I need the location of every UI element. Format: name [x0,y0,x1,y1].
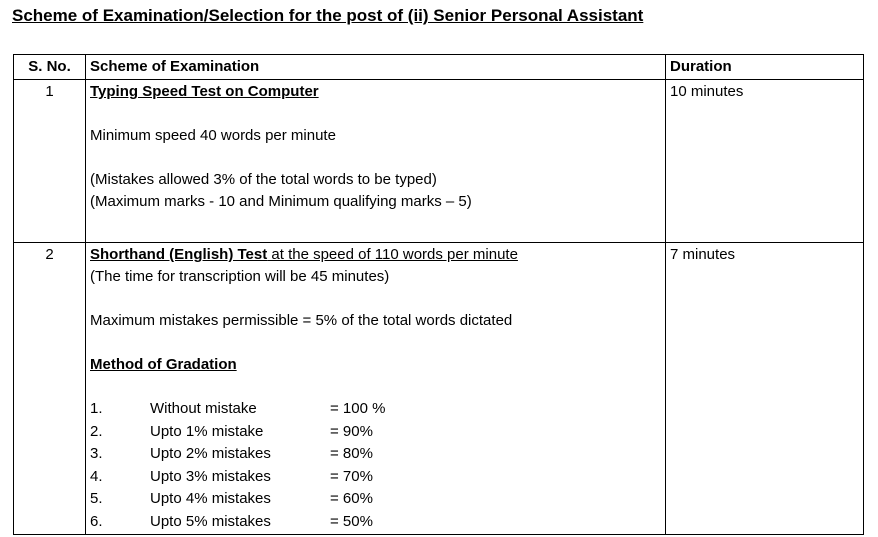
typing-min-speed: Minimum speed 40 words per minute [90,127,336,144]
table-row [14,243,864,535]
gradation-label: Upto 1% mistake [150,422,264,440]
typing-test-heading: Typing Speed Test on Computer [90,83,319,100]
row-sno: 1 [14,80,86,243]
gradation-number: 5. [90,490,103,507]
exam-scheme-table [13,54,864,535]
header-duration: Duration [666,55,864,80]
row-sno: 2 [14,243,86,535]
gradation-value: = 100 % [330,400,386,417]
gradation-label: Upto 2% mistakes [150,445,271,462]
gradation-value: = 90% [330,422,373,440]
row-duration: 10 minutes [666,80,864,243]
row-scheme [86,80,666,243]
typing-mistakes-allowed: (Mistakes allowed 3% of the total words to be typed) [90,171,437,188]
gradation-number: 4. [90,467,103,485]
row-duration: 7 minutes [666,243,864,535]
gradation-label: Upto 5% mistakes [150,512,271,530]
gradation-list [90,398,661,533]
shorthand-test-heading [90,244,661,266]
gradation-number: 1. [90,400,103,417]
transcription-time: (The time for transcription will be 45 minutes) [90,268,390,285]
gradation-label: Upto 3% mistakes [150,467,271,485]
table-row [14,80,864,243]
header-sno: S. No. [14,55,86,80]
row-scheme [86,243,666,535]
typing-marks: (Maximum marks - 10 and Minimum qualifying marks – 5) [90,193,472,210]
max-mistakes: Maximum mistakes permissible = 5% of the total words dictated [90,312,513,329]
table-header-row [14,55,864,80]
gradation-value: = 80% [330,445,373,462]
gradation-label: Upto 4% mistakes [150,490,271,507]
gradation-value: = 50% [330,512,373,530]
gradation-title: Method of Gradation [90,356,237,373]
gradation-number: 6. [90,512,103,530]
gradation-number: 2. [90,422,103,440]
page-title: Scheme of Examination/Selection for the post of (ii) Senior Personal Assistant [12,6,644,25]
gradation-value: = 60% [330,490,373,507]
shorthand-test-title: Shorthand (English) Test [90,246,268,263]
header-scheme: Scheme of Examination [86,55,666,80]
gradation-number: 3. [90,445,103,462]
gradation-value: = 70% [330,467,373,485]
gradation-label: Without mistake [150,400,257,417]
shorthand-test-speed: at the speed of 110 words per minute [267,246,518,263]
